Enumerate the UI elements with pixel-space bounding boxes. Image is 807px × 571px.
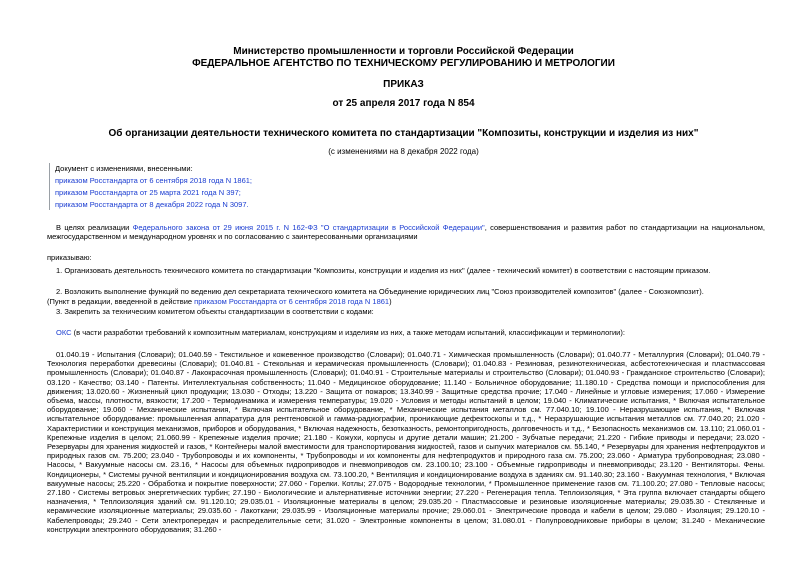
doc-date-number: от 25 апреля 2017 года N 854 <box>332 98 475 109</box>
intro-paragraph <box>47 223 765 241</box>
doc-type: ПРИКАЗ <box>383 79 424 90</box>
item-2-note-link[interactable]: приказом Росстандарта от 6 сентября 2018 года N 1861 <box>194 297 390 306</box>
oks-codes: 01.040.19 - Испытания (Словари); 01.040.59 - Текстильное и кожевенное производство (Словари); 01.040.71 - Химическая промышленность (Словари); 01.040.77 - Металлургия (Словари); 01.040.79 - Технология переработки древесины (Словари); 01.040.81 - Стекольная и керамическая промышленность (Словари); 01.040.83 - Резиновая, резинотехническая, асбестотехническая и пластмассовая промышленность (Словари); 01.040.87 - Лакокрасочная промышленность (Словари); 01.040.91 - Строительные материалы и строительство (Словари); 01.040.93 - Гражданское строительство (Словари); 03.120 - Качество; 03.140 - Патенты. Интеллектуальная собственность; 11.040 - Медицинское оборудование; 11.140 - Больничное оборудование; 11.180.10 - Средства помощи и приспособления для движения; 13.020.60 - Жизненный цикл продукции; 13.030 - Отходы; 13.220 - Защита от пожаров; 13.340.99 - Защитные средства прочие; 17.040 - Линейные и угловые измерения; 17.060 - Измерение объема, массы, плотности, вязкости; 17.200 - Термодинамика и измерения температуры; 19.020 - Условия и методы испытаний в целом; 19.040 - Климатические испытания, * Включая испытательное оборудование; 19.060 - Механические испытания, * Включая испытательное оборудование, * Механические испытания металлов см. 77.040.10; 19.100 - Неразрушающие испытания, * Включая испытательное оборудование: промышленная аппаратура для рентгеновской и гамма-радиографии, проникающие дефектоскопы и т.д., * Неразрушающие испытания металлов см. 77.040.20; 21.020 - Характеристики и конструкция механизмов, приборов и оборудования, * Включая надежность, безотказность, ремонтопригодность, долговечность и т.д., * Безопасность механизмов см. 13.110; 21.060.01 - Крепежные изделия в целом; 21.060.99 - Крепежные изделия прочие; 21.180 - Кожухи, корпусы и другие детали машин; 21.200 - Зубчатые передачи; 21.220 - Гибкие приводы и передачи; 23.020 - Резервуары для хранения жидкостей и газов, * Контейнеры малой вместимости для транспортирования жидкостей, газов и сыпучих материалов см. 55.140, * Резервуары для хранения нефтепродуктов и природных газов см. 75.200; 23.040 - Трубопроводы и их компоненты, * Трубопроводы и их компоненты для нефтепродуктов и природного газа см. 75.200; 23.060 - Арматура трубопроводная; 23.080 - Насосы, * Вакуумные насосы см. 23.16, * Насосы для объемных гидроприводов и пневмоприводов см. 23.100.10; 23.100 - Объемные гидроприводы и пневмоприводы; 23.120 - Вентиляторы. Фены. Кондиционеры, * Системы ручной вентиляции и кондиционирования воздуха см. 73.100.20, * Вентиляция и кондиционирование воздуха в зданиях см. 91.140.30; 23.160 - Вакуумная технология, * Включая вакуумные насосы; 25.220 - Обработка и покрытие поверхности; 27.060 - Горелки. Котлы; 27.075 - Водородные технологии, * Промышленное применение газов см. 71.100.20; 27.080 - Тепловые насосы; 27.180 - Системы ветровых энергетических турбин; 27.190 - Биологические и альтернативные источники энергии; 27.220 - Регенерация тепла. Теплоизоляция, * Эта группа включает стандарты общего назначения, * Теплоизоляция зданий см. 91.120.10; 29.035.01 - Изоляционные материалы в целом; 29.035.20 - Пластмассовые и резиновые изоляционные материалы; 29.035.30 - Стеклянные и керамические изоляционные материалы; 29.035.60 - Лакоткани; 29.035.99 - Изоляционные материалы прочие; 29.060.01 - Электрические провода и кабели в целом; 29.080 - Изоляция; 29.120.10 - Кабелепроводы; 29.240 - Сети электропередач и распределительные сети; 31.020 - Электронные компоненты в целом; 31.080.01 - Полупроводниковые приборы в целом; 31.240 - Механические конструкции электронного оборудования; 31.260 - <box>47 350 765 534</box>
item-1: 1. Организовать деятельность технического комитета по стандартизации "Композиты, конструкции и изделия из них" (далее - технический комитет) в соответствии с настоящим приказом. <box>56 266 711 275</box>
intro-text-pre: В целях реализации <box>56 223 133 232</box>
prikazyvayu: приказываю: <box>47 253 92 262</box>
amendment-link-2022[interactable]: приказом Росстандарта от 8 декабря 2022 года N 3097. <box>55 200 249 209</box>
document-header <box>0 46 807 70</box>
changes-box <box>49 163 333 210</box>
item-3: 3. Закрепить за техническим комитетом объекты стандартизации в соответствии с кодами: <box>56 307 374 316</box>
amendment-link-2021[interactable]: приказом Росстандарта от 25 марта 2021 года N 397; <box>55 188 241 197</box>
doc-title: Об организации деятельности технического комитета по стандартизации "Композиты, конструкции и изделия из них" <box>108 128 699 139</box>
ministry-name: Министерство промышленности и торговли Российской Федерации <box>233 46 574 57</box>
item-2: 2. Возложить выполнение функций по ведению дел секретариата технического комитета на Объединение юридических лиц "Союз производителей композитов" (далее - Союзкомпозит). <box>56 287 704 296</box>
item-2-note-post: ) <box>389 297 392 306</box>
item-2-note <box>47 297 765 306</box>
oks-link[interactable]: ОКС <box>56 328 72 337</box>
oks-text: (в части разработки требований к композитным материалам, конструкциям и изделиям из них, а также методам испытаний, классификации и терминологии): <box>71 328 625 337</box>
changes-note: (с изменениями на 8 декабря 2022 года) <box>328 147 479 156</box>
intro-text-post: , совершенствования и развития работ по стандартизации на национальном, межгосударственном и международном уровнях и по согласованию с заинтересованными организациями <box>47 223 765 242</box>
item-2-note-pre: (Пункт в редакции, введенной в действие <box>47 297 195 306</box>
oks-line <box>47 328 765 337</box>
changes-box-label: Документ с изменениями, внесенными: <box>55 164 193 173</box>
amendment-link-2018[interactable]: приказом Росстандарта от 6 сентября 2018 года N 1861; <box>55 176 252 185</box>
agency-name: ФЕДЕРАЛЬНОЕ АГЕНТСТВО ПО ТЕХНИЧЕСКОМУ РЕГУЛИРОВАНИЮ И МЕТРОЛОГИИ <box>192 58 615 69</box>
law-162-fz-link[interactable]: Федерального закона от 29 июня 2015 г. N 162-ФЗ "О стандартизации в Российской Федерации" <box>132 223 485 232</box>
